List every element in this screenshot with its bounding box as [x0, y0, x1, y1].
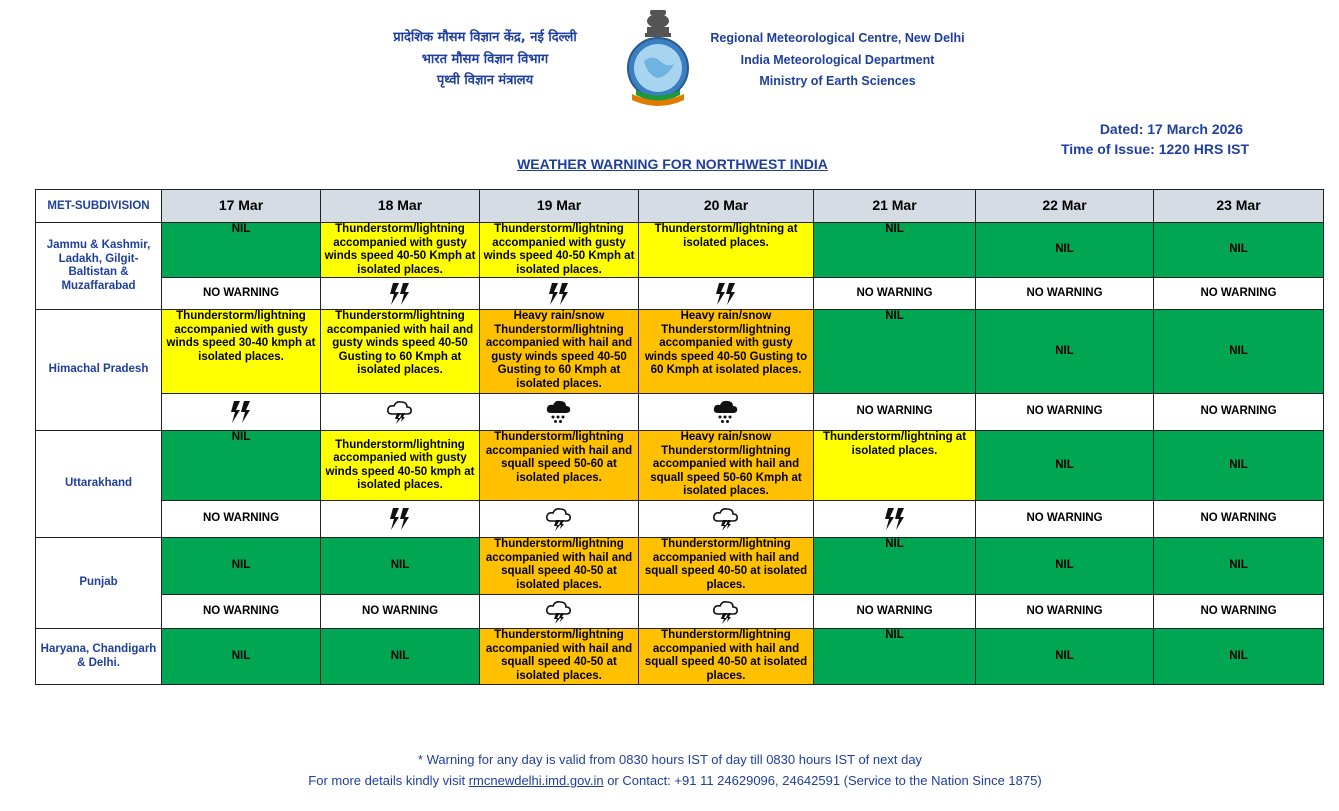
icon-cell	[480, 501, 639, 538]
contact-line	[200, 773, 1150, 789]
imd-emblem-logo	[622, 6, 694, 110]
no-warning-label: NO WARNING	[1026, 286, 1103, 299]
page-title: WEATHER WARNING FOR NORTHWEST INDIA	[517, 156, 828, 172]
warning-cell: NIL	[976, 223, 1154, 278]
icon-cell	[814, 595, 976, 629]
icon-cell	[639, 278, 814, 310]
table-row	[36, 223, 1324, 278]
no-warning-label: NO WARNING	[202, 286, 280, 299]
warning-cell: NIL	[1154, 629, 1324, 685]
date-header: 21 Mar	[814, 190, 976, 223]
warning-cell: NIL	[162, 629, 321, 685]
warning-cell: NIL	[162, 223, 321, 278]
english-line-1: Regional Meteorological Centre, New Delhi	[710, 31, 965, 45]
website-link[interactable]: rmcnewdelhi.imd.gov.in	[468, 773, 604, 788]
warning-cell: Thunderstorm/lightning accompanied with gusty winds speed 40-50 Kmph at isolated places.	[480, 223, 639, 278]
icon-cell	[321, 595, 480, 629]
icon-cell	[480, 394, 639, 431]
warning-cell: Heavy rain/snow Thunderstorm/lightning accompanied with gusty winds speed 40-50 Gusting to 60 Kmph at isolated places.	[639, 310, 814, 394]
met-subdivision-header: MET-SUBDIVISION	[36, 190, 162, 223]
icon-cell	[1154, 278, 1324, 310]
no-warning-label: NO WARNING	[202, 604, 280, 617]
warning-cell: NIL	[976, 310, 1154, 394]
warning-cell: Thunderstorm/lightning accompanied with gusty winds speed 40-50 Kmph at isolated places.	[321, 223, 480, 278]
warning-cell: NIL	[162, 431, 321, 501]
warning-cell: NIL	[814, 538, 976, 595]
icon-cell	[814, 394, 976, 431]
warning-cell: NIL	[814, 223, 976, 278]
date-header: 23 Mar	[1154, 190, 1324, 223]
no-warning-label: NO WARNING	[1200, 512, 1277, 525]
warning-cell: NIL	[976, 629, 1154, 685]
icon-row	[36, 278, 1324, 310]
icon-cell	[976, 394, 1154, 431]
icon-cell	[321, 501, 480, 538]
thunderstorm-cloud-icon	[545, 506, 573, 532]
icon-cell	[814, 501, 976, 538]
time-of-issue-label: Time of Issue: 1220 HRS IST	[1060, 141, 1249, 157]
no-warning-label: NO WARNING	[856, 405, 933, 418]
thunderstorm-cloud-icon	[712, 506, 740, 532]
no-warning-label: NO WARNING	[361, 604, 439, 617]
date-header: 22 Mar	[976, 190, 1154, 223]
subdivision-name: Himachal Pradesh	[36, 310, 162, 431]
thunderstorm-cloud-icon	[386, 399, 414, 425]
hindi-header	[340, 27, 630, 92]
no-warning-label: NO WARNING	[856, 604, 933, 617]
details-suffix: or Contact: +91 11 24629096, 24642591 (Service to the Nation Since 1875)	[607, 773, 1042, 788]
lightning-icon	[227, 399, 255, 425]
warning-table-body	[36, 223, 1324, 685]
icon-cell	[1154, 501, 1324, 538]
heavy-rain-cloud-icon	[712, 399, 740, 425]
lightning-icon	[712, 281, 740, 307]
hindi-line-2: भारत मौसम विज्ञान विभाग	[421, 51, 549, 67]
warning-cell: Heavy rain/snow Thunderstorm/lightning accompanied with hail and squall speed 50-60 Kmph at isolated places.	[639, 431, 814, 501]
date-header: 20 Mar	[639, 190, 814, 223]
icon-cell	[976, 501, 1154, 538]
table-row	[36, 431, 1324, 501]
icon-cell	[1154, 595, 1324, 629]
icon-row	[36, 394, 1324, 431]
warning-cell: Thunderstorm/lightning at isolated places.	[814, 431, 976, 501]
dated-label: Dated: 17 March 2026	[1099, 121, 1243, 137]
warning-cell: NIL	[321, 629, 480, 685]
english-line-2: India Meteorological Department	[740, 52, 935, 67]
warning-table	[35, 189, 1324, 685]
hindi-line-3: पृथ्वी विज्ञान मंत्रालय	[436, 73, 534, 88]
english-header	[690, 28, 985, 93]
no-warning-label: NO WARNING	[1026, 405, 1103, 418]
details-prefix: For more details kindly visit	[308, 773, 466, 788]
warning-cell: Thunderstorm/lightning accompanied with hail and gusty winds speed 40-50 Gusting to 60 Kmph at isolated places.	[321, 310, 480, 394]
lightning-icon	[386, 506, 414, 532]
warning-cell: Thunderstorm/lightning accompanied with gusty winds speed 40-50 kmph at isolated places.	[321, 431, 480, 501]
icon-cell	[976, 595, 1154, 629]
icon-cell	[162, 278, 321, 310]
warning-cell: NIL	[976, 431, 1154, 501]
no-warning-label: NO WARNING	[1200, 405, 1277, 418]
icon-cell	[162, 595, 321, 629]
warning-cell: Thunderstorm/lightning accompanied with gusty winds speed 30-40 kmph at isolated places.	[162, 310, 321, 394]
date-header: 18 Mar	[321, 190, 480, 223]
validity-note: * Warning for any day is valid from 0830 hours IST of day till 0830 hours IST of next day	[417, 752, 923, 767]
no-warning-label: NO WARNING	[202, 512, 280, 525]
icon-cell	[1154, 394, 1324, 431]
warning-cell: NIL	[1154, 223, 1324, 278]
table-row	[36, 310, 1324, 394]
english-line-3: Ministry of Earth Sciences	[759, 74, 916, 88]
warning-cell: Heavy rain/snow Thunderstorm/lightning accompanied with hail and gusty winds speed 40-50 Gusting to 60 Kmph at isolated places.	[480, 310, 639, 394]
warning-cell: NIL	[321, 538, 480, 595]
warning-cell: Thunderstorm/lightning accompanied with hail and squall speed 40-50 at isolated places.	[480, 538, 639, 595]
warning-cell: NIL	[814, 310, 976, 394]
warning-cell: Thunderstorm/lightning accompanied with hail and squall speed 40-50 at isolated places.	[639, 629, 814, 685]
warning-cell: Thunderstorm/lightning accompanied with hail and squall speed 40-50 at isolated places.	[480, 629, 639, 685]
icon-cell	[976, 278, 1154, 310]
warning-cell: Thunderstorm/lightning at isolated places.	[639, 223, 814, 278]
icon-cell	[814, 278, 976, 310]
no-warning-label: NO WARNING	[856, 286, 933, 299]
warning-cell: Thunderstorm/lightning accompanied with hail and squall speed 40-50 at isolated places.	[639, 538, 814, 595]
table-row	[36, 629, 1324, 685]
warning-cell: NIL	[162, 538, 321, 595]
icon-row	[36, 595, 1324, 629]
icon-cell	[639, 501, 814, 538]
date-header: 17 Mar	[162, 190, 321, 223]
icon-cell	[639, 394, 814, 431]
no-warning-label: NO WARNING	[1026, 604, 1103, 617]
icon-cell	[639, 595, 814, 629]
warning-cell: NIL	[1154, 310, 1324, 394]
icon-cell	[480, 278, 639, 310]
icon-cell	[321, 278, 480, 310]
thunderstorm-cloud-icon	[545, 599, 573, 625]
no-warning-label: NO WARNING	[1026, 512, 1103, 525]
warning-cell: NIL	[814, 629, 976, 685]
table-row	[36, 538, 1324, 595]
subdivision-name: Punjab	[36, 538, 162, 629]
thunderstorm-cloud-icon	[712, 599, 740, 625]
subdivision-name: Jammu & Kashmir, Ladakh, Gilgit-Baltistan & Muzaffarabad	[36, 223, 162, 310]
date-header: 19 Mar	[480, 190, 639, 223]
no-warning-label: NO WARNING	[1200, 286, 1277, 299]
lightning-icon	[386, 281, 414, 307]
hindi-line-1: प्रादेशिक मौसम विज्ञान केंद्र, नई दिल्ली	[393, 30, 577, 45]
warning-cell: NIL	[976, 538, 1154, 595]
subdivision-name: Haryana, Chandigarh & Delhi.	[36, 629, 162, 685]
lightning-icon	[545, 281, 573, 307]
icon-cell	[321, 394, 480, 431]
icon-cell	[162, 394, 321, 431]
warning-cell: NIL	[1154, 538, 1324, 595]
subdivision-name: Uttarakhand	[36, 431, 162, 538]
icon-row	[36, 501, 1324, 538]
icon-cell	[162, 501, 321, 538]
warning-cell: Thunderstorm/lightning accompanied with hail and squall speed 50-60 at isolated places.	[480, 431, 639, 501]
lightning-icon	[881, 506, 909, 532]
no-warning-label: NO WARNING	[1200, 604, 1277, 617]
heavy-rain-cloud-icon	[545, 399, 573, 425]
icon-cell	[480, 595, 639, 629]
warning-cell: NIL	[1154, 431, 1324, 501]
